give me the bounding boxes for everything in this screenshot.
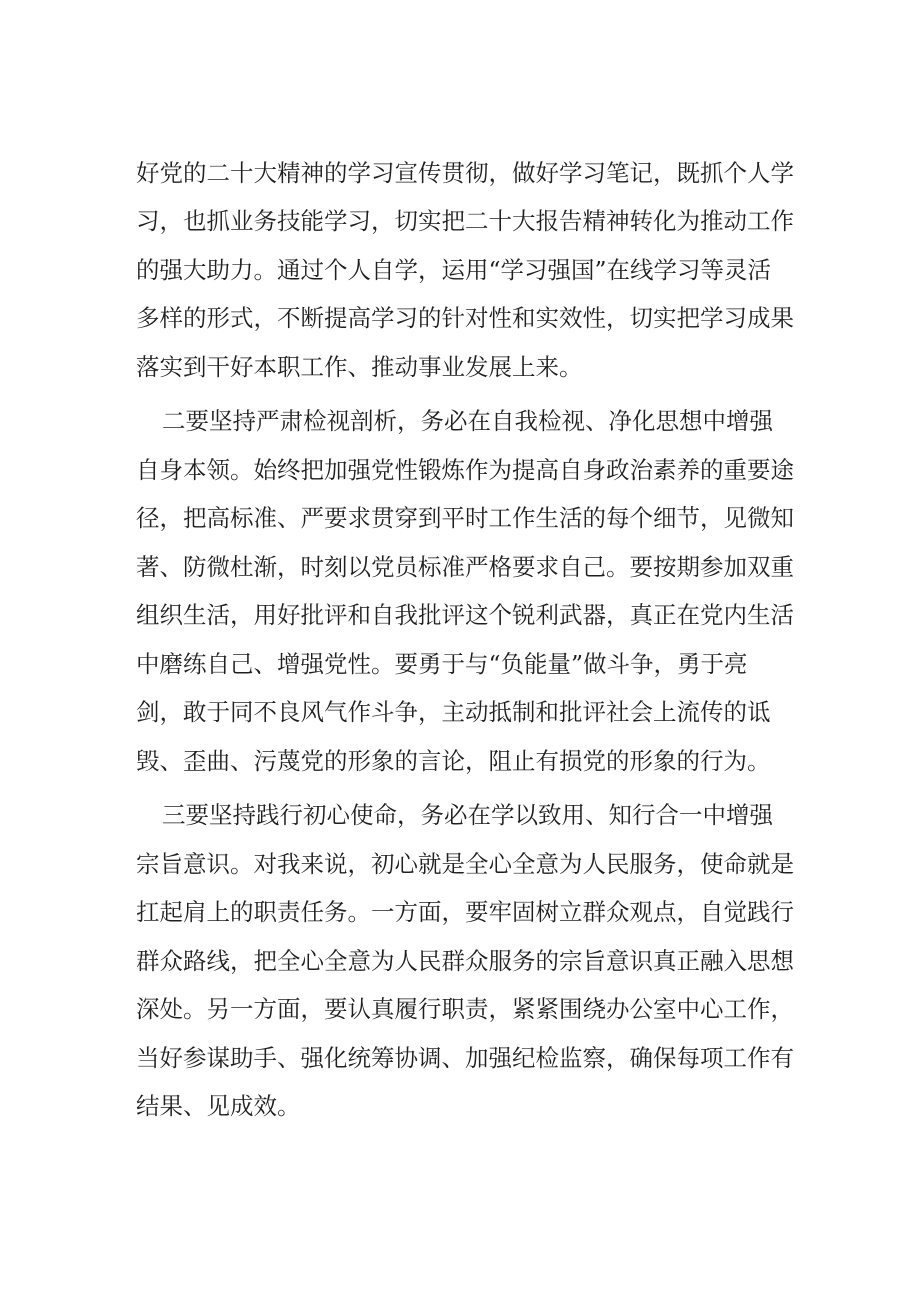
paragraph-1-line-1: 好党的二十大精神的学习宣传贯彻，做好学习笔记，既抓个人学 — [136, 159, 794, 187]
paragraph-3-line-1: 三要坚持践行初心使命，务必在学以致用、知行合一中增强 — [162, 801, 773, 829]
paragraph-1-line-2: 习，也抓业务技能学习，切实把二十大报告精神转化为推动工作 — [136, 207, 794, 235]
paragraph-2-line-4: 著、防微杜渐，时刻以党员标准严格要求自己。要按期参加双重 — [136, 553, 794, 581]
paragraph-3-line-4: 群众路线，把全心全意为人民群众服务的宗旨意识真正融入思想 — [136, 947, 794, 975]
paragraph-2-line-3: 径，把高标准、严要求贯穿到平时工作生活的每个细节，见微知 — [136, 504, 794, 532]
paragraph-3-line-7: 结果、见成效。 — [136, 1092, 301, 1120]
paragraph-1-line-4: 多样的形式，不断提高学习的针对性和实效性，切实把学习成果 — [136, 304, 794, 332]
paragraph-2-line-1: 二要坚持严肃检视剖析，务必在自我检视、净化思想中增强 — [162, 407, 773, 435]
paragraph-3-line-6: 当好参谋助手、强化统筹协调、加强纪检监察，确保每项工作有 — [136, 1044, 794, 1072]
paragraph-2-line-6: 中磨练自己、增强党性。要勇于与“负能量”做斗争，勇于亮 — [136, 650, 748, 678]
paragraph-2-line-2: 自身本领。始终把加强党性锻炼作为提高自身政治素养的重要途 — [136, 456, 794, 484]
paragraph-3-line-3: 扛起肩上的职责任务。一方面，要牢固树立群众观点，自觉践行 — [136, 898, 794, 926]
paragraph-2-line-5: 组织生活，用好批评和自我批评这个锐利武器，真正在党内生活 — [136, 601, 794, 629]
paragraph-1-line-5: 落实到干好本职工作、推动事业发展上来。 — [136, 353, 583, 381]
paragraph-2-line-8: 毁、歪曲、污蔑党的形象的言论，阻止有损党的形象的行为。 — [136, 747, 771, 775]
paragraph-3-line-2: 宗旨意识。对我来说，初心就是全心全意为人民服务，使命就是 — [136, 850, 794, 878]
paragraph-1-line-3: 的强大助力。通过个人自学，运用“学习强国”在线学习等灵活 — [136, 256, 772, 284]
paragraph-2-line-7: 剑，敢于同不良风气作斗争，主动抵制和批评社会上流传的诋 — [136, 698, 771, 726]
paragraph-3-line-5: 深处。另一方面，要认真履行职责，紧紧围绕办公室中心工作， — [136, 995, 794, 1023]
